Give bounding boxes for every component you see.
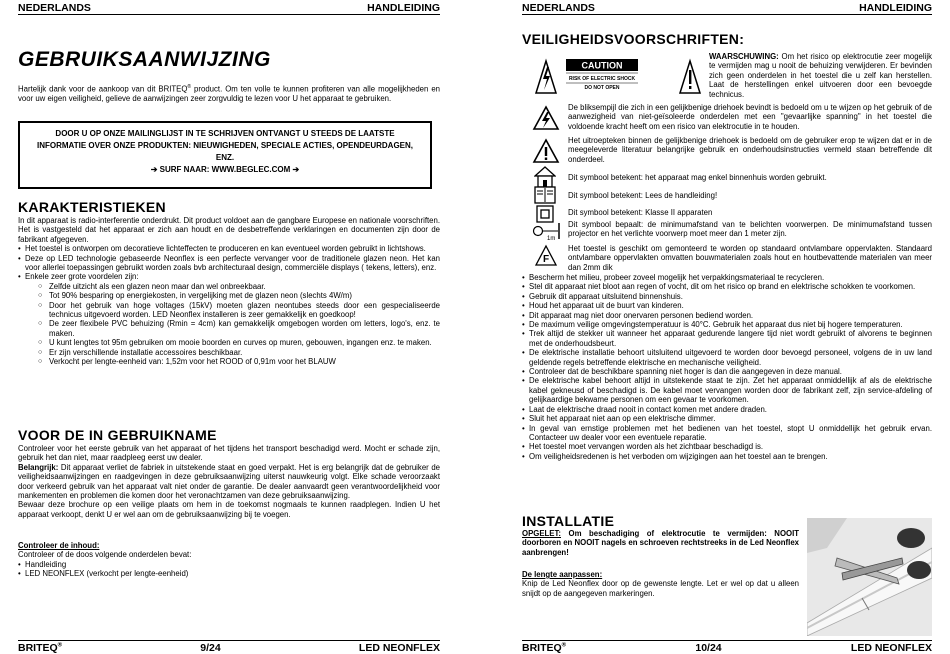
list-item: • Deze op LED technologie gebaseerde Neonflex is een perfecte vervanger voor de traditionele glazen neon. Het kan voor allerlei toepassingen gebruikt worden zoals bvb architecturaal design, commerciële displays ( tekens, letters), enz. (18, 254, 440, 273)
list-item: • Dit apparaat mag niet door onervaren personen bediend worden. (522, 311, 932, 320)
page-title: GEBRUIKSAANWIJZING (18, 48, 271, 71)
contents-section: Controleer de inhoud: Controleer of de doos volgende onderdelen bevat: • Handleiding • LED NEONFLEX (verkocht per lengte-eenheid) (18, 541, 440, 579)
list-item: • Laat de elektrische draad nooit in contact komen met andere draden. (522, 405, 932, 414)
page-footer (18, 640, 440, 654)
heading-safety: VEILIGHEIDSVOORSCHRIFTEN: (522, 31, 745, 47)
list-item: • Controleer dat de beschikbare spanning niet hoger is dan die aangegeven in deze manual. (522, 367, 932, 376)
lightning-icon (532, 105, 560, 136)
footer-product: LED NEONFLEX (850, 642, 932, 654)
caution-label (534, 55, 714, 105)
list-item: ○ Door het gebruik van hoge voltages (15kV) moeten glazen neontubes steeds door een gespecialiseerde technicus uitgevoerd worden. LED Neonflex installeren is zeer gemakkelijk en goedkoop! (38, 301, 440, 320)
list-item: ○ Tot 90% besparing op energiekosten, in vergelijking met de glazen neon (slechts 4W/m) (38, 291, 440, 300)
heading-features: KARAKTERISTIEKEN (18, 199, 166, 215)
page-number: 9/24 (200, 642, 221, 654)
list-item: • Stel dit apparaat niet bloot aan regen of vocht, dit om het risico op brand en elektrische schokken te voorkomen. (522, 282, 932, 291)
caution-graphic (534, 55, 714, 105)
advantages-list (38, 282, 440, 367)
list-item: • In geval van ernstige problemen met het bedienen van het toestel, stopt U onmiddellijk het gebruik ervan. Contacteer uw dealer voor een eventuele reparatie. (522, 424, 932, 443)
min-distance-icon (532, 220, 562, 247)
list-item: ○ Zelfde uitzicht als een glazen neon maar dan wel onbreekbaar. (38, 282, 440, 291)
list-item: • Sluit het apparaat niet aan op een elektrische dimmer. (522, 414, 932, 423)
list-item: ○ Verkocht per lengte-eenheid van: 1,52m voor het ROOD of 0,91m voor het BLAUW (38, 357, 440, 366)
left-page (18, 0, 440, 654)
list-item: • Gebruik dit apparaat uitsluitend binnenshuis. (522, 292, 932, 301)
page-header (18, 2, 440, 15)
website-link[interactable]: ➔ SURF NAAR: WWW.BEGLEC.COM ➔ (150, 165, 300, 174)
footer-brand: BRITEQ® (18, 642, 63, 654)
symbol-class-two: Dit symbool betekent: Klasse II apparaten (568, 208, 713, 217)
list-item: • Handleiding (18, 560, 440, 569)
list-item: • Het toestel is ontworpen om decoratieve lichteffecten te produceren en kan eventueel worden gebruikt in lichtshows. (18, 244, 440, 253)
exclamation-icon (532, 138, 560, 169)
svg-text:1m: 1m (547, 236, 556, 242)
list-item: • De elektrische kabel behoort altijd in uitstekende staat te zijn. Zet het apparaat onmiddellijk af als de elektrische kabel gekneusd of beschadigd is. De kabel moet vervangen worden door de fabrikant zelf, zijn service-afdeling of gelijkaardige bekwame personen om een gevaar te voorkomen. (522, 376, 932, 404)
footer-product: LED NEONFLEX (358, 642, 440, 654)
right-page (522, 0, 932, 654)
page-header (522, 2, 932, 15)
warning-paragraph: WAARSCHUWING: Om het risico op elektrocutie zeer mogelijk te vermijden mag u nooit de behuizing verwijderen. Er bevinden zich geen onderdelen in het toestel die u zelf kan herstellen. Laat de herstellingen enkel uitvoeren door een bevoegde technicus. (709, 52, 932, 99)
list-item: • Bescherm het milieu, probeer zoveel mogelijk het verpakkingsmateriaal te recycleren. (522, 273, 932, 282)
features-intro: In dit apparaat is radio-interferentie onderdrukt. Dit product voldoet aan de gangbare Europese en nationale voorschriften. Het is vastgesteld dat het apparaat er zich aan houdt en de desbetreffende verklaringen en documenten zijn door de fabrikant afgegeven. (18, 216, 440, 244)
page-footer (522, 640, 932, 654)
mailinglist-notice: DOOR U OP ONZE MAILINGLIJST IN TE SCHRIJVEN ONTVANGT U STEEDS DE LAATSTE INFORMATIE OVER ONZE PRODUKTEN: NIEUWIGHEDEN, SPECIALE ACTIES, OPENDEURDAGEN, ENZ. ➔ SURF NAAR: WWW.BEGLEC.COM ➔ (18, 121, 432, 189)
flammable-surface-icon (534, 244, 558, 273)
scissor-handle (897, 528, 925, 548)
list-item: • De maximum veilige omgevingstemperatuur is 40°C. Gebruik het apparaat dus niet bij hogere temperaturen. (522, 320, 932, 329)
installation-warning: OPGELET: Om beschadiging of elektrocutie te vermijden: NOOIT doorboren en NOOIT nagels en schroeven rechtstreeks in de Led Neonflex aanbrengen! (522, 529, 799, 557)
list-item: ○ De zeer flexibele PVC behuizing (Rmin = 4cm) kan gemakkelijk omgebogen worden om letters, logo's, enz. te maken. (38, 319, 440, 338)
footer-brand: BRITEQ® (522, 642, 567, 654)
exclamation-explanation: Het uitroepteken binnen de gelijkbenige driehoek is bedoeld om de gebruiker erop te wijzen dat er in de meegeleverde literatuur belangrijke gebruik en onderhoudsinstructies vermeld staan betreffende dit onderdeel. (568, 136, 932, 164)
caution-sub1: RISK OF ELECTRIC SHOCK (568, 76, 636, 82)
contents-title: Controleer de inhoud: (18, 541, 100, 550)
list-item: • LED NEONFLEX (verkocht per lengte-eenheid) (18, 569, 440, 578)
header-doc-type: HANDLEIDING (859, 2, 932, 14)
contents-list (18, 560, 440, 579)
svg-text:F: F (542, 254, 550, 265)
symbol-flammable-surface: Het toestel is geschikt om gemonteerd te worden op standaard ontvlambare oppervlakten. Standaard ontvlambare oppervlakten omvatten bouwmaterialen zoals hout en houtbevattende materialen van meer dan 2mm dik (568, 244, 932, 272)
symbol-read-manual: Dit symbool betekent: Lees de handleiding! (568, 191, 718, 200)
features-section (18, 216, 440, 367)
safety-list (522, 273, 932, 461)
header-language: NEDERLANDS (522, 2, 595, 14)
safety-rules (522, 273, 932, 461)
list-item: • Enkele zeer grote voordelen zijn: (18, 272, 440, 281)
list-item: • Om veiligheidsredenen is het verboden om wijzigingen aan het toestel aan te brengen. (522, 452, 932, 461)
header-doc-type: HANDLEIDING (367, 2, 440, 14)
cut-length-section: De lengte aanpassen: Knip de Led Neonflex door op de gewenste lengte. Let er wel op dat u alleen snijdt op de aangegeven markeringen. (522, 570, 799, 598)
list-item: • Het toestel moet vervangen worden als het zichtbaar beschadigd is. (522, 442, 932, 451)
features-list (18, 244, 440, 282)
lightning-explanation: De bliksempijl die zich in een gelijkbenige driehoek bevindt is bedoeld om u te wijzen op het gebruik of de aanwezigheid van niet-geïsoleerde onderdelen met een "gevaarlijke spanning" in het toestel die voldoende kracht heeft om een risico van elektrocutie in te houden. (568, 103, 932, 131)
before-use-section: Controleer voor het eerste gebruik van het apparaat of het tijdens het transport beschadigd werd. Mocht er schade zijn, gebruik het dan niet, maar raadpleeg eerst uw dealer. Belangrijk: Dit apparaat verliet de fabriek in uitstekende staat en goed verpakt. Het is erg belangrijk dat de gebruiker de veiligheidsaanwijzingen en raadgevingen in deze gebruiksaanwijzing uiterst nauwkeurig volgt. Elke schade veroorzaakt door verkeerd gebruik van het apparaat valt niet onder de garantie. De dealer aanvaardt geen verantwoordelijkheid voor mankementen en problemen die komen door het veronachtzamen van deze gebruiksaanwijzing. Bewaar deze brochure op een veilige plaats om hem in de toekomst nogmaals te kunnen raadplegen. Indien U het apparaat verkoopt, denkt U er wel aan om de gebruiksaanwijzing bij te voegen. (18, 444, 440, 519)
cut-length-title: De lengte aanpassen: (522, 570, 603, 579)
list-item: ○ U kunt lengtes tot 95m gebruiken om mooie boorden en curves op muren, gebouwen, ingangen enz. te maken. (38, 338, 440, 347)
caution-title: CAUTION (581, 60, 623, 71)
list-item: • De elektrische installatie behoort uitsluitend uitgevoerd te worden door bevoegd personeel, volgens de in uw land geldende regels betreffende elektrische en mechanische veiligheid. (522, 348, 932, 367)
heading-installation: INSTALLATIE (522, 513, 615, 529)
heading-before-use: VOOR DE IN GEBRUIKNAME (18, 427, 217, 443)
list-item: • Houd het apparaat uit de buurt van kinderen. (522, 301, 932, 310)
page-number: 10/24 (695, 642, 722, 654)
symbol-min-distance: Dit symbool bepaalt: de minimumafstand van te belichten voorwerpen. De minimumafstand tussen projector en het verlichte voorwerp moet meer dan 1 meter zijn. (568, 220, 932, 239)
cutting-photo (807, 518, 932, 636)
caution-sub2: DO NOT OPEN (584, 85, 620, 91)
list-item: ○ Er zijn verschillende installatie accessoires beschikbaar. (38, 348, 440, 357)
intro-paragraph: Hartelijk dank voor de aankoop van dit BRITEQ® product. Om ten volle te kunnen profiteren van alle mogelijkheden en voor uw eigen veiligheid, gelieve de aanwijzingen zeer zorgvuldig te lezen voor U het apparaat te gebruiken. (18, 84, 440, 103)
header-language: NEDERLANDS (18, 2, 91, 14)
symbol-indoor: Dit symbool betekent: het apparaat mag enkel binnenhuis worden gebruikt. (568, 173, 827, 182)
list-item: • Trek altijd de stekker uit wanneer het apparaat gedurende langere tijd niet wordt gebruikt of alvorens te beginnen met de onderhoudsbeurt. (522, 329, 932, 348)
